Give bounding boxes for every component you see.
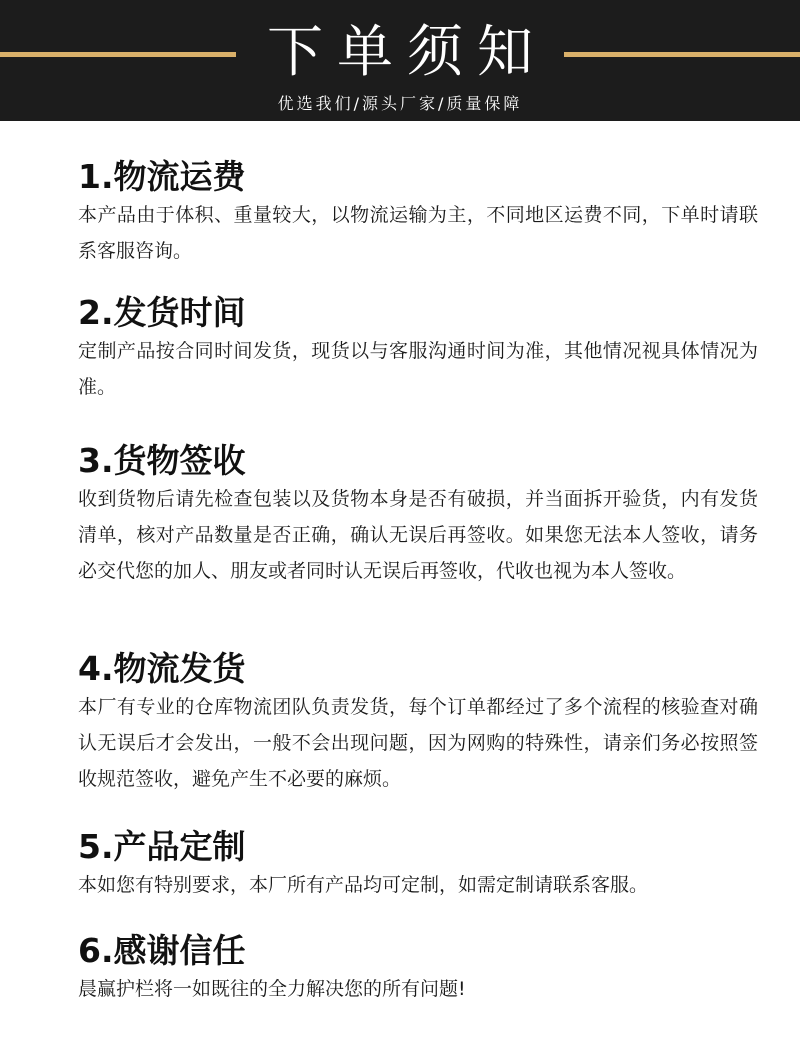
section-product-customization — [78, 827, 758, 903]
section-body: 收到货物后请先检查包装以及货物本身是否有破损，并当面拆开验货，内有发货清单，核对产品数量是否正确，确认无误后再签收。如果您无法本人签收，请务必交代您的加人、朋友或者同时认无误后再签收，代收也视为本人签收。 — [78, 488, 758, 582]
section-body: 本厂有专业的仓库物流团队负责发货，每个订单都经过了多个流程的核验查对确认无误后才会发出，一般不会出现问题，因为网购的特殊性，请亲们务必按照签收规范签收，避免产生不必要的麻烦。 — [78, 696, 758, 790]
section-shipping-fee — [78, 157, 758, 269]
header-banner — [0, 0, 800, 121]
section-heading: 2.发货时间 — [78, 293, 246, 332]
section-body: 定制产品按合同时间发货，现货以与客服沟通时间为准，其他情况视具体情况为准。 — [78, 340, 758, 398]
section-heading: 5.产品定制 — [78, 827, 246, 866]
section-goods-receipt — [78, 441, 758, 589]
page-title: 下单须知 — [267, 20, 547, 85]
section-thanks — [78, 931, 758, 1007]
page-subtitle: 优选我们/源头厂家/质量保障 — [277, 94, 523, 113]
section-heading: 1.物流运费 — [78, 157, 246, 196]
section-body: 本产品由于体积、重量较大，以物流运输为主，不同地区运费不同，下单时请联系客服咨询。 — [78, 204, 758, 262]
section-heading: 6.感谢信任 — [78, 931, 246, 970]
section-heading: 4.物流发货 — [78, 649, 246, 688]
section-heading: 3.货物签收 — [78, 441, 246, 480]
section-logistics-dispatch — [78, 649, 758, 797]
section-body: 晨赢护栏将一如既往的全力解决您的所有问题! — [78, 978, 466, 1000]
section-delivery-time — [78, 293, 758, 405]
section-body: 本如您有特别要求，本厂所有产品均可定制，如需定制请联系客服。 — [78, 874, 649, 896]
